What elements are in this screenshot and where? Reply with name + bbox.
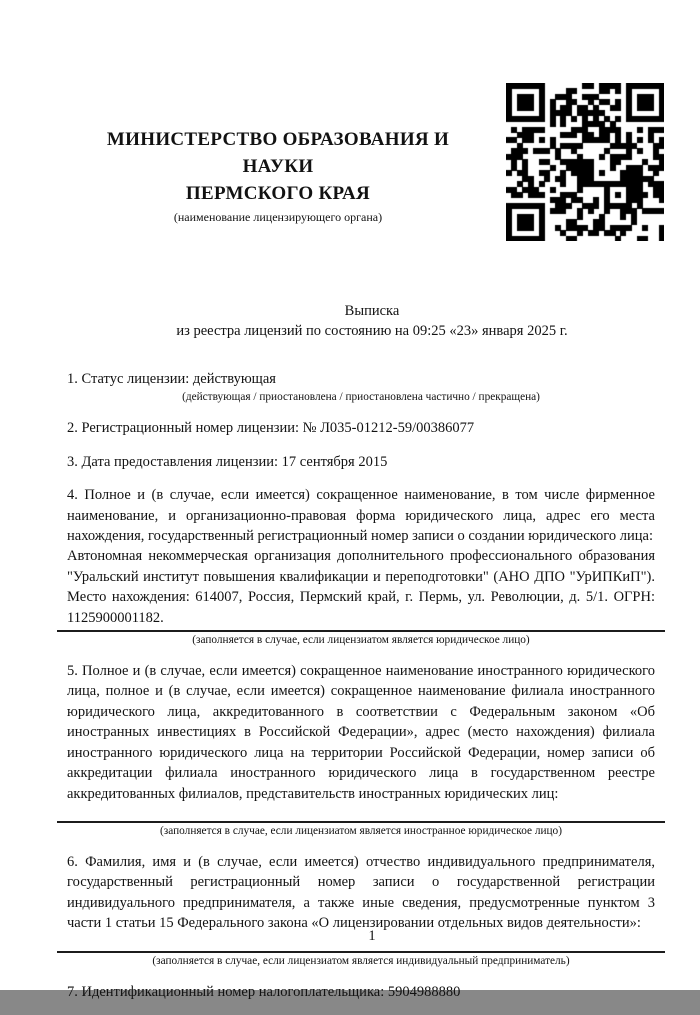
ministry-name-line2: ПЕРМСКОГО КРАЯ bbox=[185, 183, 371, 204]
license-status-label: 1. Статус лицензии: bbox=[67, 371, 190, 387]
section-registration-number bbox=[67, 418, 655, 438]
foreign-entity-description: 5. Полное и (в случае, если имеется) сокращенное наименование иностранного юридического лица, полное и (в случае, если имеется) сокращенное наименование филиала иностранного юридического лица, аккредитованного в соответствии с Федеральным законом «Об иностранных инвестициях в Российской Федерации», адрес (место нахождения) филиала иностранного юридического лица на территории Российской Федерации, номер записи об аккредитации филиала иностранного юридического лица в государственном реестре аккредитованных филиалов, представительств иностранных юридических лиц: bbox=[67, 663, 655, 802]
document-body bbox=[67, 369, 655, 1015]
legal-entity-description: 4. Полное и (в случае, если имеется) сокращенное наименование, в том числе фирменное наименование, и организационно-правовая форма юридического лица, адрес его места нахождения, государственный регистрационный номер записи о создании юридического лица: bbox=[67, 487, 655, 545]
license-status-value: действующая bbox=[192, 371, 276, 387]
title-line1: Выписка bbox=[344, 303, 400, 319]
licensing-authority-caption: (наименование лицензирующего органа) bbox=[173, 210, 383, 224]
title-line2: из реестра лицензий по состоянию на 09:25 «23» января 2025 г. bbox=[176, 323, 568, 339]
section-taxpayer-id bbox=[67, 982, 655, 1002]
individual-entrepreneur-fill-line bbox=[57, 951, 665, 953]
section-foreign-entity bbox=[67, 661, 655, 839]
section-individual-entrepreneur bbox=[67, 852, 655, 969]
taxpayer-id-label: 7. Идентификационный номер налогоплательщика: bbox=[67, 983, 385, 1000]
page-number: 1 bbox=[368, 928, 376, 944]
grant-date-label: 3. Дата предоставления лицензии: bbox=[67, 453, 279, 470]
legal-entity-value: Автономная некоммерческая организация дополнительного профессионального образования "Уральский институт повышения квалификации и переподготовки" (АНО ДПО "УрИПКиП"). Место нахождения: 614007, Россия, Пермский край, г. Пермь, ул. Революции, д. 5/1. ОГРН: 1125900001182. bbox=[67, 548, 655, 626]
legal-entity-caption: (заполняется в случае, если лицензиатом является юридическое лицо) bbox=[192, 634, 530, 647]
foreign-entity-caption: (заполняется в случае, если лицензиатом является иностранное юридическое лицо) bbox=[160, 824, 562, 837]
grant-date-value: 17 сентября 2015 bbox=[281, 453, 388, 470]
license-status-options-caption: (действующая / приостановлена / приостановлена частично / прекращена) bbox=[182, 391, 540, 404]
ministry-name-line1: МИНИСТЕРСТВО ОБРАЗОВАНИЯ И НАУКИ bbox=[106, 129, 450, 177]
taxpayer-id-value: 5904988880 bbox=[387, 983, 461, 1000]
registration-number-value: № Л035-01212-59/00386077 bbox=[302, 420, 475, 437]
section-legal-entity bbox=[67, 485, 655, 648]
qr-code-icon bbox=[506, 83, 664, 241]
individual-entrepreneur-caption: (заполняется в случае, если лицензиатом является индивидуальный предприниматель) bbox=[152, 954, 570, 967]
document-title bbox=[78, 301, 666, 341]
legal-entity-fill-line bbox=[57, 630, 665, 632]
licensing-authority-block bbox=[70, 126, 486, 225]
foreign-entity-fill-line bbox=[57, 821, 665, 823]
section-license-grant-date bbox=[67, 452, 655, 472]
section-license-status bbox=[67, 369, 655, 405]
individual-entrepreneur-description: 6. Фамилия, имя и (в случае, если имеется) отчество индивидуального предпринимателя, государственный регистрационный номер записи о государственной регистрации индивидуального предпринимателя, а также иные сведения, предусмотренные пунктом 3 части 1 статьи 15 Федерального закона «О лицензировании отдельных видов деятельности»: bbox=[67, 853, 655, 932]
registration-number-label: 2. Регистрационный номер лицензии: bbox=[67, 420, 300, 437]
